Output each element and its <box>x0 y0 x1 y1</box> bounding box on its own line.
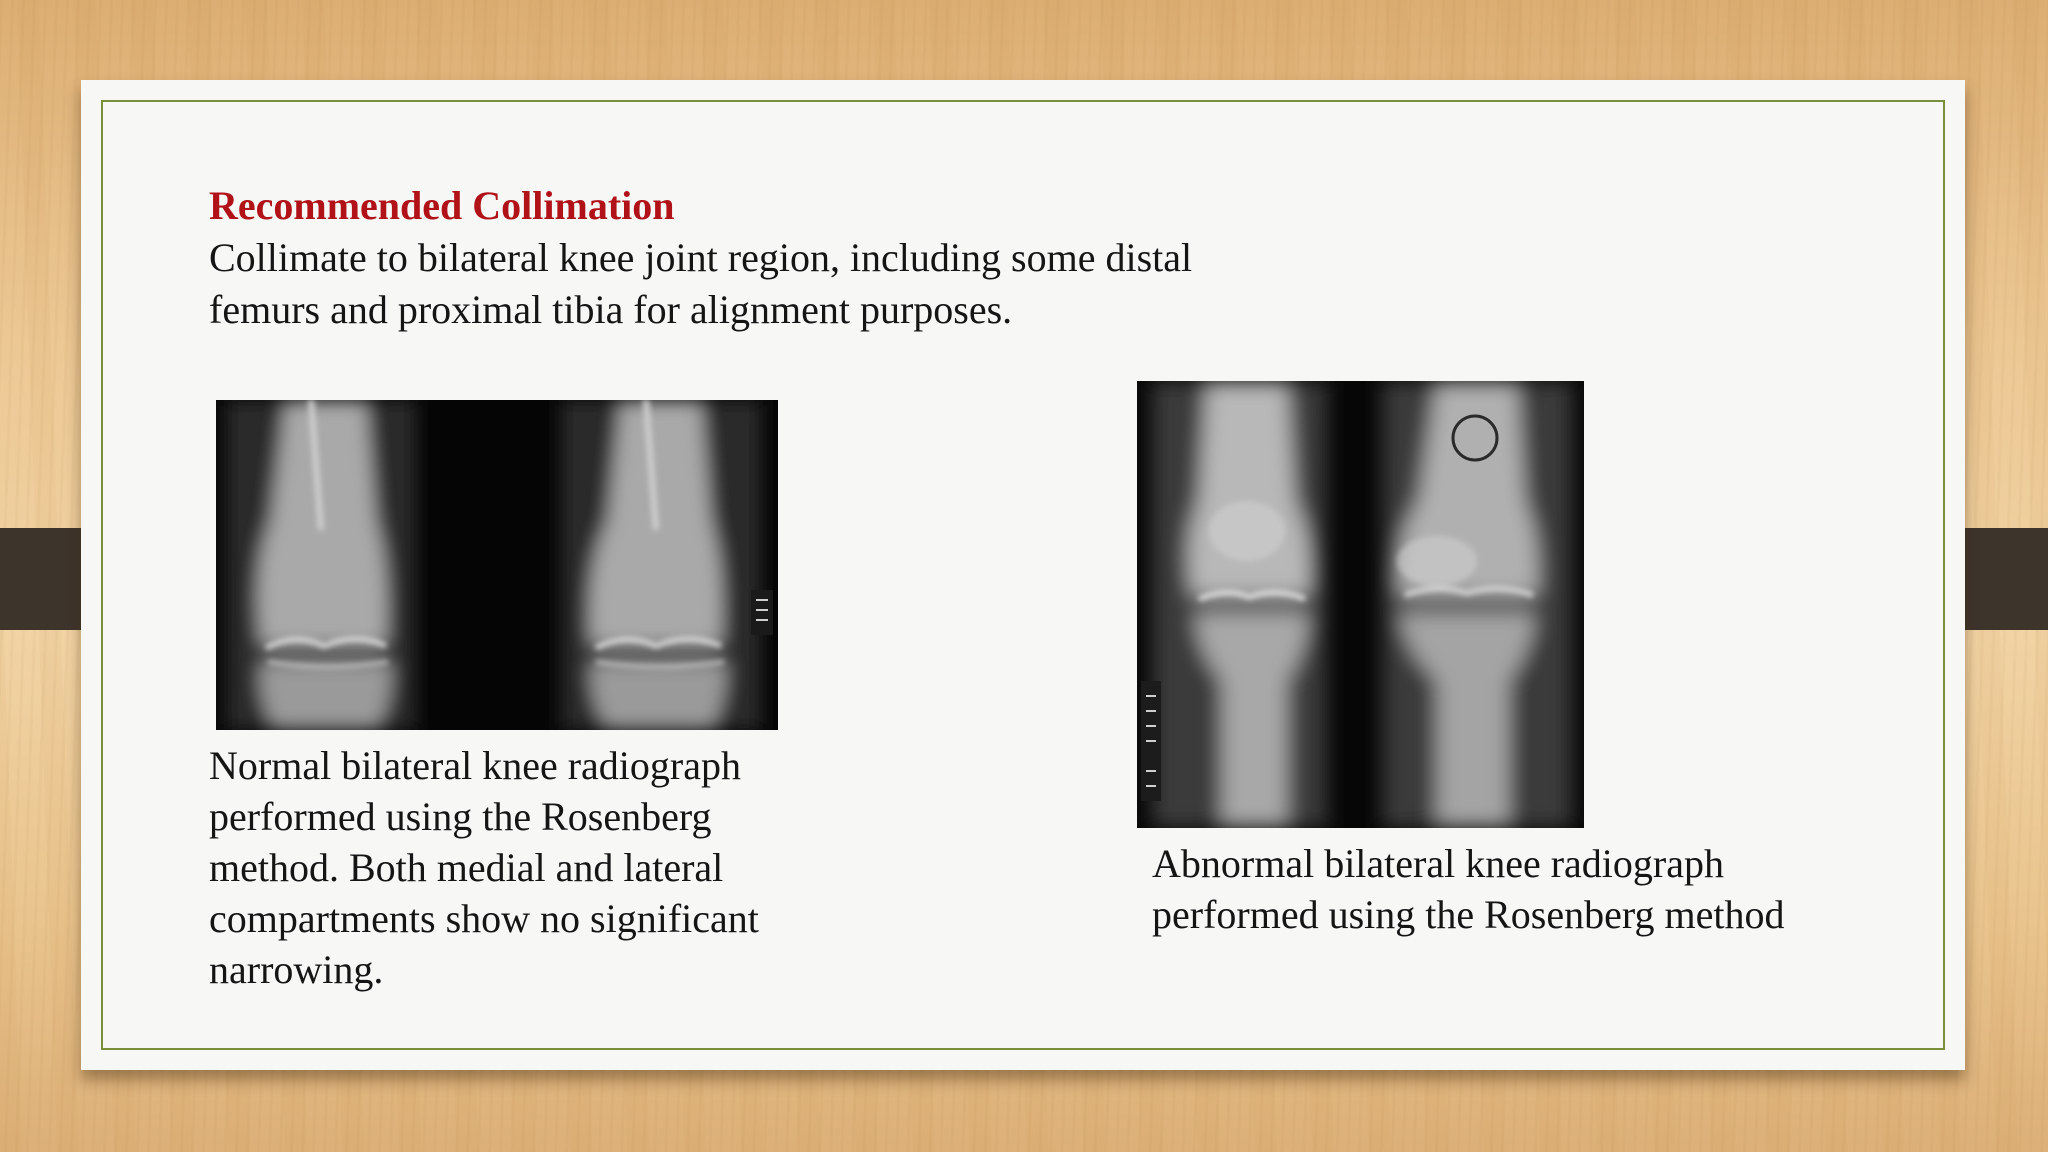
normal-knee-radiograph <box>216 400 778 730</box>
caption-line: Normal bilateral knee radiograph <box>209 743 741 788</box>
abnormal-knee-radiograph <box>1137 381 1584 828</box>
abnormal-radiograph-caption <box>1152 838 1932 940</box>
caption-line: compartments show no significant <box>209 896 759 941</box>
intro-text-block <box>209 180 1359 336</box>
caption-line: method. Both medial and lateral <box>209 845 724 890</box>
intro-line-1: Collimate to bilateral knee joint region, including some distal <box>209 235 1193 280</box>
caption-line: performed using the Rosenberg method <box>1152 892 1785 937</box>
caption-line: Abnormal bilateral knee radiograph <box>1152 841 1724 886</box>
caption-line: performed using the Rosenberg <box>209 794 712 839</box>
normal-radiograph-caption <box>209 740 849 995</box>
caption-line: narrowing. <box>209 947 384 992</box>
intro-line-2: femurs and proximal tibia for alignment purposes. <box>209 287 1013 332</box>
slide-heading: Recommended Collimation <box>209 183 675 228</box>
